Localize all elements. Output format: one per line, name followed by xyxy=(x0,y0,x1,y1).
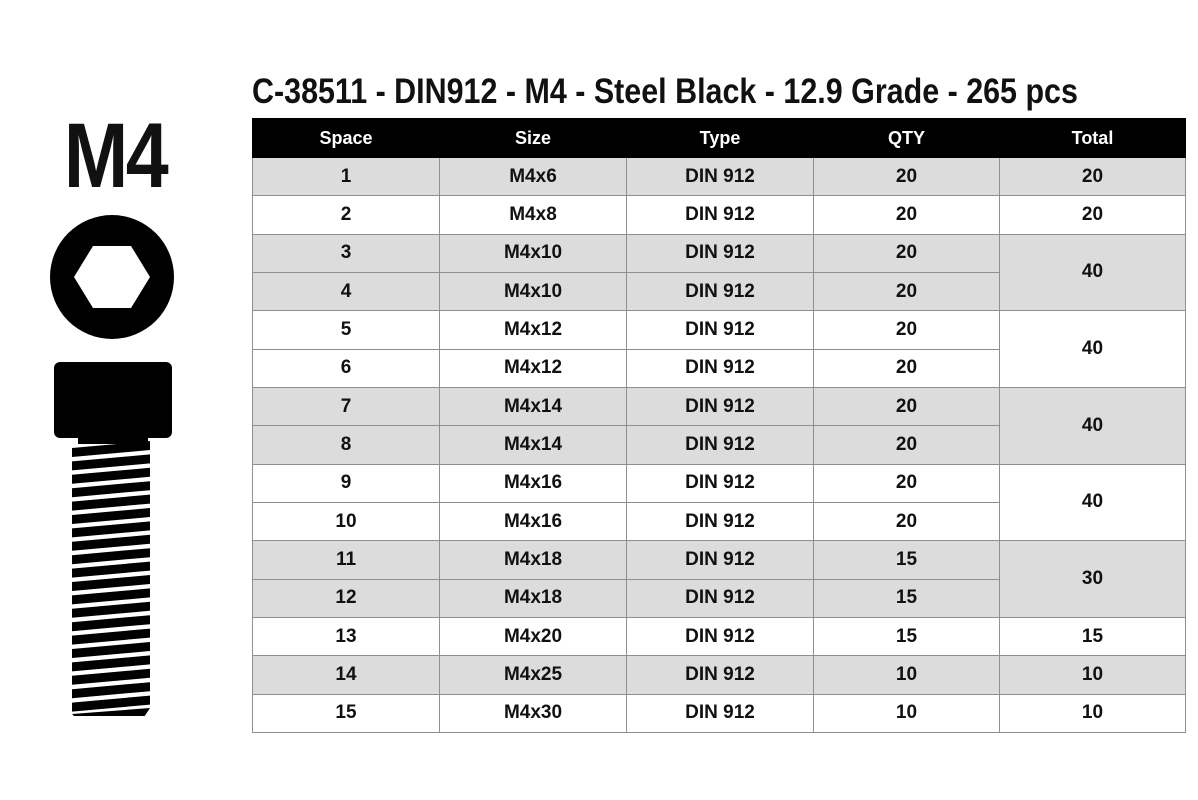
type-cell: DIN 912 xyxy=(627,502,814,540)
page-title: C-38511 - DIN912 - M4 - Steel Black - 12.9 Grade - 265 pcs xyxy=(252,72,1078,111)
type-cell: DIN 912 xyxy=(627,464,814,502)
type-cell: DIN 912 xyxy=(627,349,814,387)
qty-cell: 20 xyxy=(814,349,1000,387)
type-cell: DIN 912 xyxy=(627,426,814,464)
space-cell: 15 xyxy=(253,694,440,732)
type-cell: DIN 912 xyxy=(627,311,814,349)
table-row xyxy=(253,387,1186,425)
table-row xyxy=(253,158,1186,196)
total-cell: 40 xyxy=(1000,311,1186,388)
table-row xyxy=(253,541,1186,579)
size-cell: M4x14 xyxy=(440,387,627,425)
qty-cell: 15 xyxy=(814,541,1000,579)
qty-cell: 20 xyxy=(814,234,1000,272)
space-cell: 9 xyxy=(253,464,440,502)
size-cell: M4x18 xyxy=(440,579,627,617)
size-cell: M4x8 xyxy=(440,196,627,234)
qty-cell: 20 xyxy=(814,464,1000,502)
size-cell: M4x30 xyxy=(440,694,627,732)
space-cell: 12 xyxy=(253,579,440,617)
cap-screw-side-icon xyxy=(50,360,174,716)
space-cell: 11 xyxy=(253,541,440,579)
size-cell: M4x10 xyxy=(440,234,627,272)
qty-cell: 15 xyxy=(814,579,1000,617)
table-row xyxy=(253,234,1186,272)
total-cell: 20 xyxy=(1000,196,1186,234)
type-cell: DIN 912 xyxy=(627,387,814,425)
type-cell: DIN 912 xyxy=(627,579,814,617)
size-cell: M4x6 xyxy=(440,158,627,196)
space-cell: 3 xyxy=(253,234,440,272)
table-header-row xyxy=(253,119,1186,158)
space-cell: 6 xyxy=(253,349,440,387)
total-cell: 10 xyxy=(1000,694,1186,732)
qty-cell: 20 xyxy=(814,502,1000,540)
size-label: M4 xyxy=(63,105,167,207)
size-cell: M4x20 xyxy=(440,617,627,655)
qty-cell: 20 xyxy=(814,311,1000,349)
qty-cell: 20 xyxy=(814,196,1000,234)
type-cell: DIN 912 xyxy=(627,656,814,694)
size-cell: M4x12 xyxy=(440,311,627,349)
type-cell: DIN 912 xyxy=(627,272,814,310)
table-row xyxy=(253,464,1186,502)
total-cell: 40 xyxy=(1000,234,1186,311)
type-cell: DIN 912 xyxy=(627,158,814,196)
space-cell: 4 xyxy=(253,272,440,310)
total-cell: 40 xyxy=(1000,464,1186,541)
assortment-table xyxy=(252,118,1186,733)
table-row xyxy=(253,311,1186,349)
column-header-total: Total xyxy=(1000,119,1186,158)
space-cell: 1 xyxy=(253,158,440,196)
size-cell: M4x16 xyxy=(440,464,627,502)
table-row xyxy=(253,694,1186,732)
type-cell: DIN 912 xyxy=(627,541,814,579)
total-cell: 15 xyxy=(1000,617,1186,655)
type-cell: DIN 912 xyxy=(627,694,814,732)
space-cell: 2 xyxy=(253,196,440,234)
type-cell: DIN 912 xyxy=(627,617,814,655)
size-cell: M4x10 xyxy=(440,272,627,310)
total-cell: 30 xyxy=(1000,541,1186,618)
type-cell: DIN 912 xyxy=(627,196,814,234)
space-cell: 13 xyxy=(253,617,440,655)
space-cell: 7 xyxy=(253,387,440,425)
socket-head-top-icon xyxy=(50,215,174,339)
qty-cell: 20 xyxy=(814,272,1000,310)
size-cell: M4x16 xyxy=(440,502,627,540)
qty-cell: 20 xyxy=(814,158,1000,196)
column-header-size: Size xyxy=(440,119,627,158)
space-cell: 14 xyxy=(253,656,440,694)
qty-cell: 15 xyxy=(814,617,1000,655)
total-cell: 10 xyxy=(1000,656,1186,694)
column-header-space: Space xyxy=(253,119,440,158)
qty-cell: 20 xyxy=(814,426,1000,464)
size-cell: M4x25 xyxy=(440,656,627,694)
qty-cell: 10 xyxy=(814,694,1000,732)
column-header-qty: QTY xyxy=(814,119,1000,158)
type-cell: DIN 912 xyxy=(627,234,814,272)
qty-cell: 10 xyxy=(814,656,1000,694)
table-row xyxy=(253,617,1186,655)
space-cell: 8 xyxy=(253,426,440,464)
table-row xyxy=(253,656,1186,694)
space-cell: 5 xyxy=(253,311,440,349)
size-cell: M4x12 xyxy=(440,349,627,387)
total-cell: 40 xyxy=(1000,387,1186,464)
space-cell: 10 xyxy=(253,502,440,540)
table-row xyxy=(253,196,1186,234)
size-cell: M4x14 xyxy=(440,426,627,464)
column-header-type: Type xyxy=(627,119,814,158)
qty-cell: 20 xyxy=(814,387,1000,425)
total-cell: 20 xyxy=(1000,158,1186,196)
size-cell: M4x18 xyxy=(440,541,627,579)
